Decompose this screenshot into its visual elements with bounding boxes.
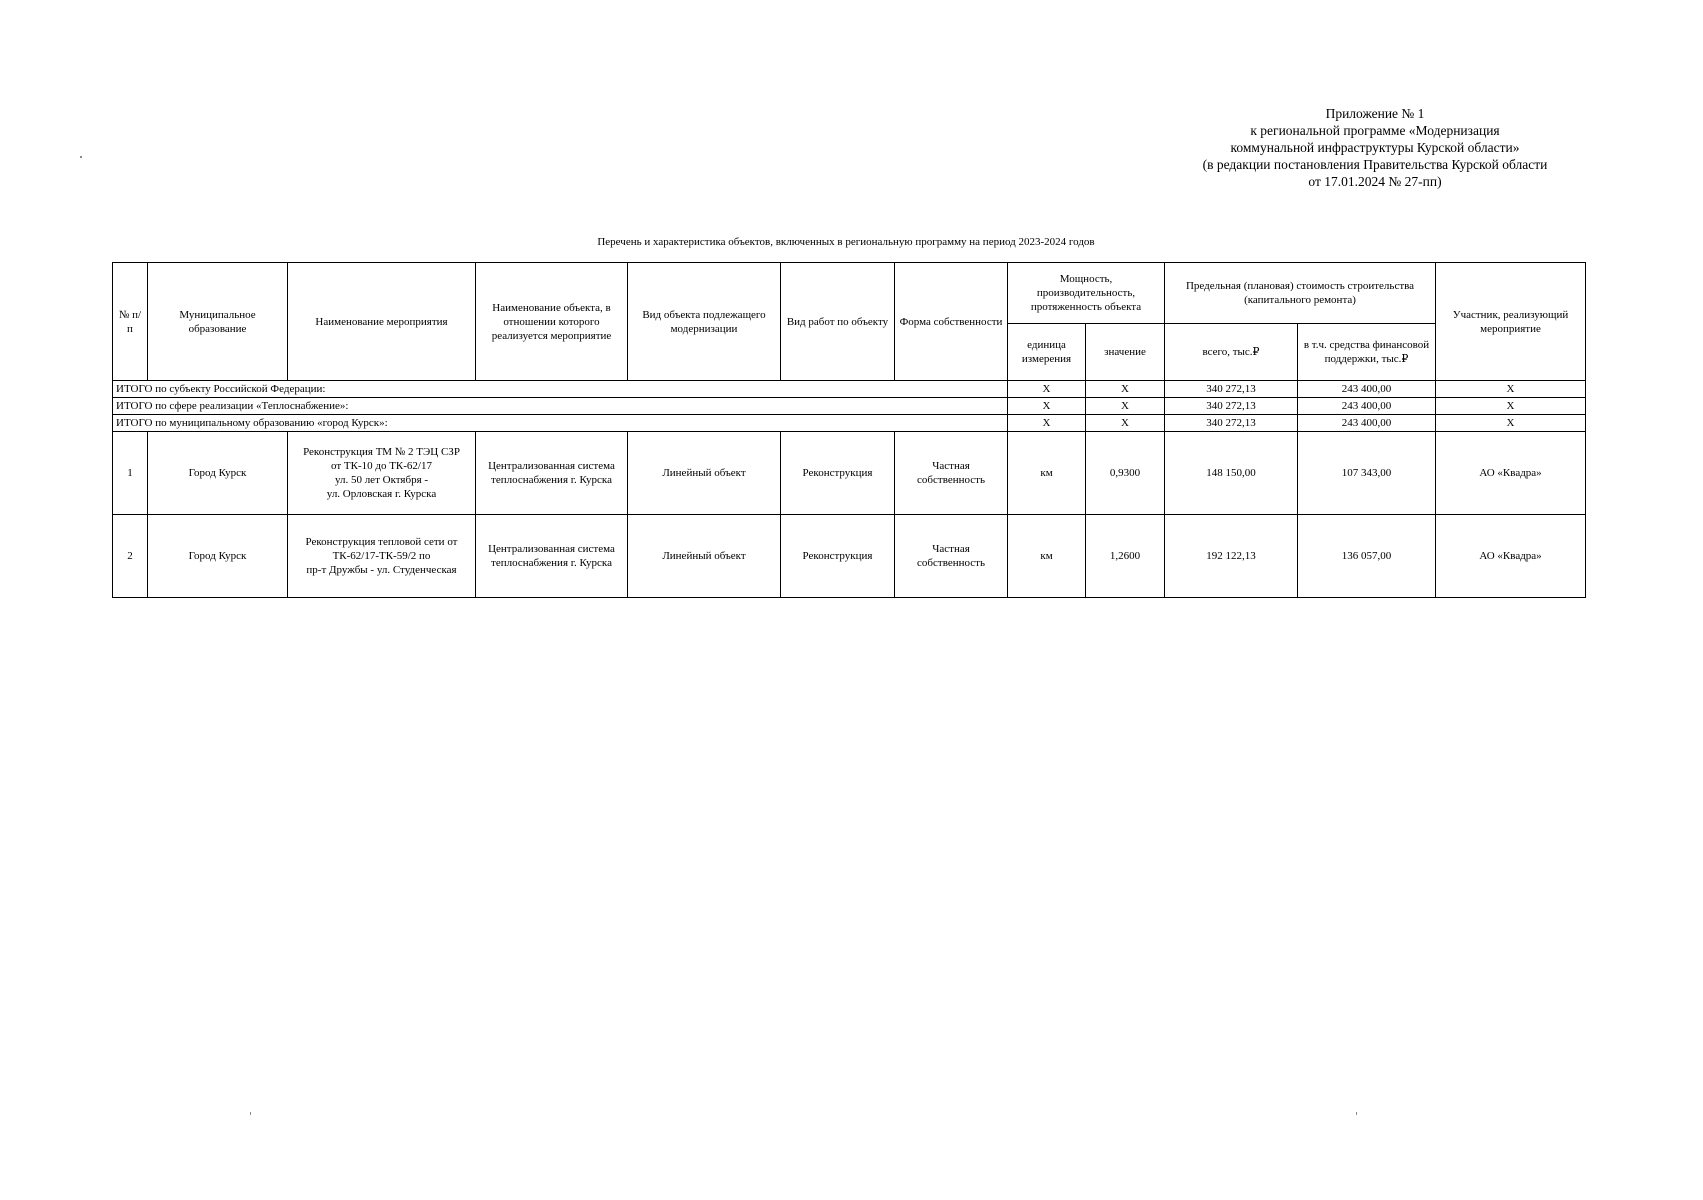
total-value: X	[1086, 415, 1165, 432]
row-work-type: Реконструкция	[781, 432, 895, 515]
row-measure	[288, 432, 476, 515]
row-unit: км	[1008, 432, 1086, 515]
row-measure-line: от ТК-10 до ТК-62/17	[330, 460, 432, 472]
row-participant: АО «Квадра»	[1436, 432, 1586, 515]
header-capacity: Мощность, производительность, протяженность объекта	[1008, 263, 1165, 324]
row-measure-line: пр-т Дружбы - ул. Студенческая	[306, 564, 457, 576]
total-cost: 340 272,13	[1165, 398, 1298, 415]
header-object-type: Вид объекта подлежащего модернизации	[628, 263, 781, 381]
row-municipality: Город Курск	[148, 515, 288, 598]
document-title: Перечень и характеристика объектов, включенных в региональную программу на период 2023-2024 годов	[597, 236, 1095, 248]
total-cost: 340 272,13	[1165, 381, 1298, 398]
total-support: 243 400,00	[1298, 398, 1436, 415]
total-label: ИТОГО по сфере реализации «Теплоснабжение»:	[113, 398, 1008, 415]
scan-speck	[250, 1112, 251, 1115]
header-participant: Участник, реализующий мероприятие	[1436, 263, 1586, 381]
row-ownership: Частная собственность	[895, 515, 1008, 598]
appendix-line: (в редакции постановления Правительства Курской области	[1202, 157, 1548, 172]
row-support: 107 343,00	[1298, 432, 1436, 515]
row-object: Централизованная система теплоснабжения г. Курска	[476, 515, 628, 598]
header-unit: единица измерения	[1008, 324, 1086, 381]
total-label: ИТОГО по субъекту Российской Федерации:	[113, 381, 1008, 398]
header-object: Наименование объекта, в отношении которого реализуется мероприятие	[476, 263, 628, 381]
object-row	[113, 432, 1586, 515]
header-value: значение	[1086, 324, 1165, 381]
header-cost: Предельная (плановая) стоимость строительства (капитального ремонта)	[1165, 263, 1436, 324]
total-unit: X	[1008, 381, 1086, 398]
total-support: 243 400,00	[1298, 381, 1436, 398]
appendix-line: от 17.01.2024 № 27-пп)	[1308, 174, 1442, 189]
total-value: X	[1086, 381, 1165, 398]
header-measure: Наименование мероприятия	[288, 263, 476, 381]
scan-speck	[80, 156, 82, 158]
row-measure-line: ТК-62/17-ТК-59/2 по	[332, 550, 431, 562]
appendix-block	[1180, 105, 1570, 190]
row-value: 1,2600	[1086, 515, 1165, 598]
row-num: 1	[113, 432, 148, 515]
row-unit: км	[1008, 515, 1086, 598]
total-participant: X	[1436, 381, 1586, 398]
row-measure-line: Реконструкция ТМ № 2 ТЭЦ СЗР	[303, 446, 460, 458]
total-label: ИТОГО по муниципальному образованию «город Курск»:	[113, 415, 1008, 432]
total-cost: 340 272,13	[1165, 415, 1298, 432]
row-work-type: Реконструкция	[781, 515, 895, 598]
row-municipality: Город Курск	[148, 432, 288, 515]
header-num: № п/п	[113, 263, 148, 381]
row-value: 0,9300	[1086, 432, 1165, 515]
header-municipality: Муниципальное образование	[148, 263, 288, 381]
header-ownership: Форма собственности	[895, 263, 1008, 381]
row-total: 148 150,00	[1165, 432, 1298, 515]
row-measure-line: ул. Орловская г. Курска	[326, 488, 437, 500]
row-object-type: Линейный объект	[628, 432, 781, 515]
objects-table	[112, 262, 1586, 598]
row-object: Централизованная система теплоснабжения г. Курска	[476, 432, 628, 515]
total-row	[113, 415, 1586, 432]
row-num: 2	[113, 515, 148, 598]
row-measure	[288, 515, 476, 598]
row-support: 136 057,00	[1298, 515, 1436, 598]
total-row	[113, 398, 1586, 415]
row-total: 192 122,13	[1165, 515, 1298, 598]
appendix-line: к региональной программе «Модернизация	[1250, 123, 1500, 138]
row-object-type: Линейный объект	[628, 515, 781, 598]
total-unit: X	[1008, 415, 1086, 432]
object-row	[113, 515, 1586, 598]
total-participant: X	[1436, 415, 1586, 432]
row-participant: АО «Квадра»	[1436, 515, 1586, 598]
header-support: в т.ч. средства финансовой поддержки, тыс.₽	[1298, 324, 1436, 381]
appendix-line: Приложение № 1	[1325, 106, 1425, 121]
scan-speck	[1356, 1112, 1357, 1115]
row-ownership: Частная собственность	[895, 432, 1008, 515]
total-unit: X	[1008, 398, 1086, 415]
row-measure-line: ул. 50 лет Октября -	[334, 474, 429, 486]
total-support: 243 400,00	[1298, 415, 1436, 432]
row-measure-line: Реконструкция тепловой сети от	[305, 536, 458, 548]
total-row	[113, 381, 1586, 398]
header-work-type: Вид работ по объекту	[781, 263, 895, 381]
total-value: X	[1086, 398, 1165, 415]
header-total: всего, тыс.₽	[1165, 324, 1298, 381]
appendix-line: коммунальной инфраструктуры Курской области»	[1230, 140, 1520, 155]
total-participant: X	[1436, 398, 1586, 415]
